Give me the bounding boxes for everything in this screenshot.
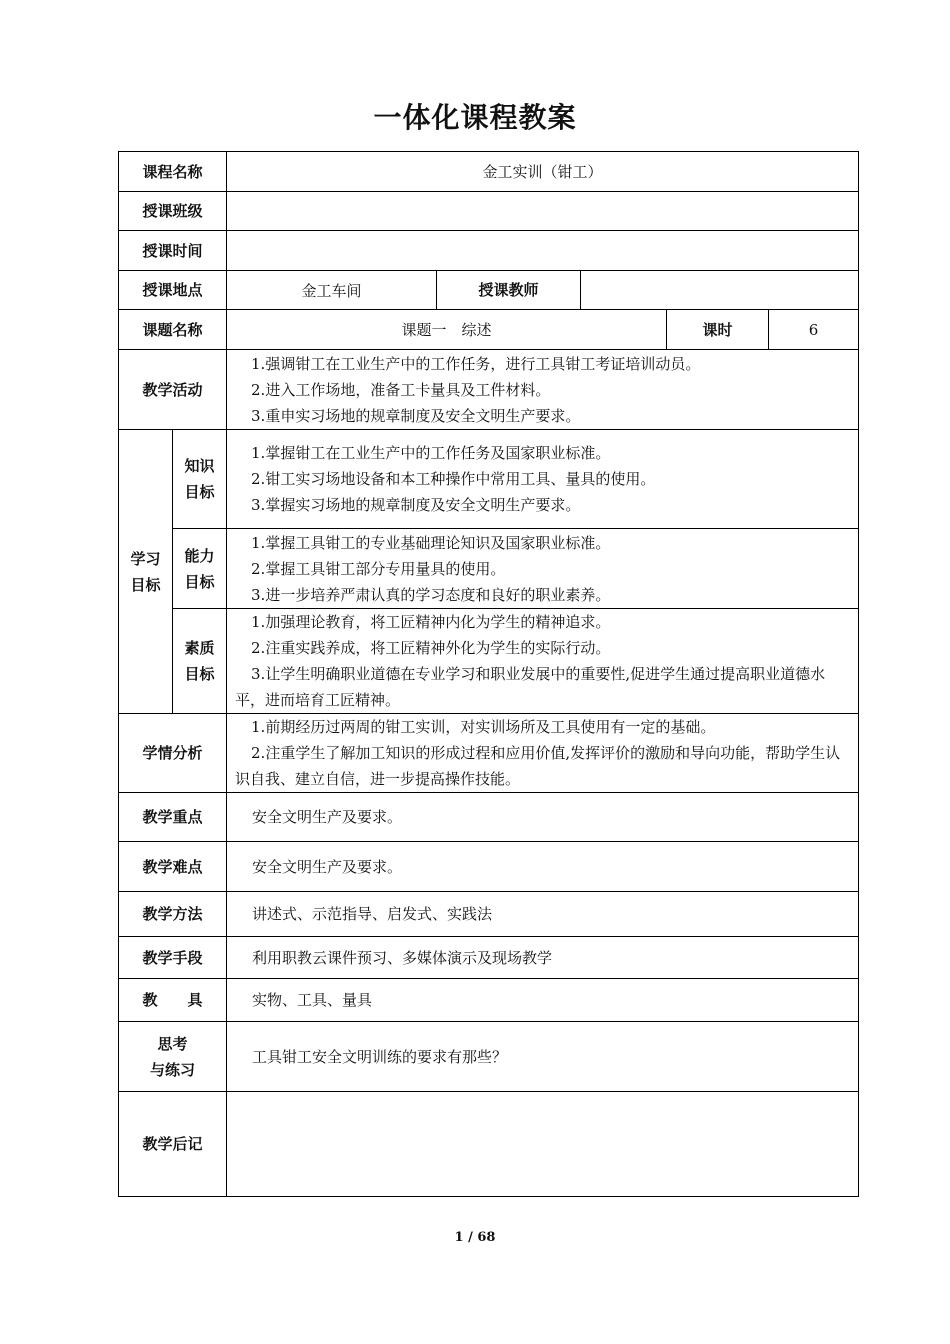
ability-goal-line: 1.掌握工具钳工的专业基础理论知识及国家职业标准。 bbox=[251, 533, 611, 552]
tools-label: 教 具 bbox=[119, 979, 227, 1022]
learning-goals-label: 学习 目标 bbox=[119, 430, 173, 714]
teacher-label: 授课教师 bbox=[437, 271, 581, 310]
methods-row bbox=[119, 892, 859, 937]
postscript-label: 教学后记 bbox=[119, 1092, 227, 1197]
difficulties-row bbox=[119, 842, 859, 892]
time-value bbox=[227, 231, 859, 271]
activities-line: 1.强调钳工在工业生产中的工作任务，进行工具钳工考证培训动员。 bbox=[251, 354, 701, 373]
course-label: 课程名称 bbox=[119, 152, 227, 192]
knowledge-goal-line: 2.钳工实习场地设备和本工种操作中常用工具、量具的使用。 bbox=[251, 470, 656, 488]
activities-label: 教学活动 bbox=[119, 350, 227, 430]
topic-label: 课题名称 bbox=[119, 310, 227, 350]
lesson-plan-table bbox=[118, 151, 859, 1197]
class-row bbox=[119, 192, 859, 231]
means-label: 教学手段 bbox=[119, 937, 227, 979]
means-value: 利用职教云课件预习、多媒体演示及现场教学 bbox=[227, 937, 859, 979]
postscript-value bbox=[227, 1092, 859, 1197]
class-label: 授课班级 bbox=[119, 192, 227, 231]
means-row bbox=[119, 937, 859, 979]
ability-goal-content bbox=[227, 529, 859, 609]
time-label: 授课时间 bbox=[119, 231, 227, 271]
activities-row bbox=[119, 350, 859, 430]
knowledge-goal-content bbox=[227, 430, 859, 529]
analysis-content bbox=[227, 714, 859, 793]
ability-goal-line: 3.进一步培养严肃认真的学习态度和良好的职业素养。 bbox=[251, 585, 611, 604]
quality-goal-line: 2.注重实践养成，将工匠精神外化为学生的实际行动。 bbox=[251, 639, 611, 657]
location-value: 金工车间 bbox=[227, 271, 437, 310]
ability-goal-row bbox=[119, 529, 859, 609]
activities-line: 3.重申实习场地的规章制度及安全文明生产要求。 bbox=[251, 406, 581, 425]
current-page: 1 bbox=[454, 1230, 464, 1245]
course-row bbox=[119, 152, 859, 192]
knowledge-goal-label: 知识 目标 bbox=[173, 430, 227, 529]
time-row bbox=[119, 231, 859, 271]
methods-label: 教学方法 bbox=[119, 892, 227, 937]
hours-label: 课时 bbox=[667, 310, 769, 350]
total-pages: 68 bbox=[477, 1230, 496, 1245]
page-number bbox=[0, 1230, 950, 1245]
topic-value: 课题一 综述 bbox=[227, 310, 667, 350]
knowledge-goal-line: 1.掌握钳工在工业生产中的工作任务及国家职业标准。 bbox=[251, 444, 611, 462]
quality-goal-label: 素质 目标 bbox=[173, 609, 227, 714]
knowledge-goal-line: 3.掌握实习场地的规章制度及安全文明生产要求。 bbox=[251, 496, 581, 514]
key-points-value: 安全文明生产及要求。 bbox=[227, 793, 859, 842]
ability-goal-line: 2.掌握工具钳工部分专用量具的使用。 bbox=[251, 559, 506, 578]
quality-goal-line: 1.加强理论教育，将工匠精神内化为学生的精神追求。 bbox=[251, 613, 611, 631]
analysis-row bbox=[119, 714, 859, 793]
analysis-label: 学情分析 bbox=[119, 714, 227, 793]
exercise-row bbox=[119, 1022, 859, 1092]
activities-content bbox=[227, 350, 859, 430]
location-label: 授课地点 bbox=[119, 271, 227, 310]
ability-goal-label: 能力 目标 bbox=[173, 529, 227, 609]
key-points-row bbox=[119, 793, 859, 842]
analysis-line: 1.前期经历过两周的钳工实训，对实训场所及工具使用有一定的基础。 bbox=[251, 718, 716, 736]
key-points-label: 教学重点 bbox=[119, 793, 227, 842]
quality-goal-line: 3.让学生明确职业道德在专业学习和职业发展中的重要性,促进学生通过提高职业道德水平，进而培育工匠精神。 bbox=[235, 665, 826, 709]
class-value bbox=[227, 192, 859, 231]
postscript-row bbox=[119, 1092, 859, 1197]
tools-value: 实物、工具、量具 bbox=[227, 979, 859, 1022]
difficulties-label: 教学难点 bbox=[119, 842, 227, 892]
page-separator: / bbox=[468, 1230, 473, 1245]
hours-value: 6 bbox=[769, 310, 859, 350]
methods-value: 讲述式、示范指导、启发式、实践法 bbox=[227, 892, 859, 937]
exercise-value: 工具钳工安全文明训练的要求有那些？ bbox=[227, 1022, 859, 1092]
analysis-line: 2.注重学生了解加工知识的形成过程和应用价值,发挥评价的激励和导向功能，帮助学生认识自我、建立自信，进一步提高操作技能。 bbox=[235, 744, 841, 788]
document-title: 一体化课程教案 bbox=[373, 101, 577, 134]
quality-goal-content bbox=[227, 609, 859, 714]
exercise-label: 思考 与练习 bbox=[119, 1022, 227, 1092]
tools-row bbox=[119, 979, 859, 1022]
topic-row bbox=[119, 310, 859, 350]
activities-line: 2.进入工作场地，准备工卡量具及工件材料。 bbox=[251, 380, 551, 399]
quality-goal-row bbox=[119, 609, 859, 714]
location-row bbox=[119, 271, 859, 310]
teacher-value bbox=[581, 271, 859, 310]
difficulties-value: 安全文明生产及要求。 bbox=[227, 842, 859, 892]
knowledge-goal-row bbox=[119, 430, 859, 529]
course-value: 金工实训（钳工） bbox=[227, 152, 859, 192]
